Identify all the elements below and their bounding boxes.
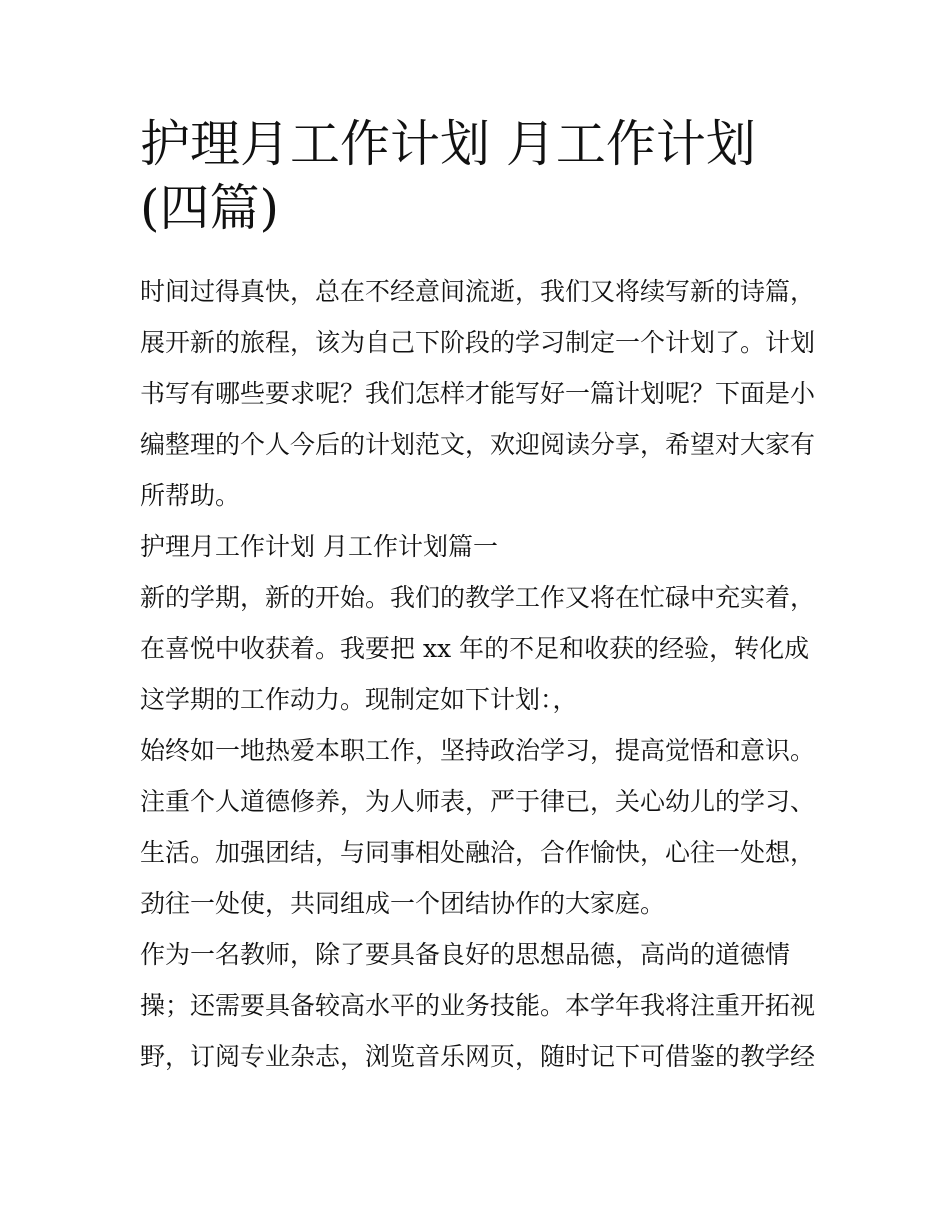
text-line: 编整理的个人今后的计划范文，欢迎阅读分享，希望对大家有	[140, 430, 816, 459]
intro-paragraph	[140, 266, 816, 521]
text-line: 新的学期，新的开始。我们的教学工作又将在忙碌中充实着，	[140, 583, 816, 612]
text-line: 所帮助。	[140, 481, 241, 510]
body-paragraph-2	[140, 725, 816, 929]
section-heading	[140, 521, 812, 572]
text-line: 始终如一地热爱本职工作，坚持政治学习，提高觉悟和意识。	[140, 736, 816, 765]
text-line: 书写有哪些要求呢？我们怎样才能写好一篇计划呢？下面是小	[140, 379, 816, 408]
document-title	[140, 112, 812, 240]
text-line: 注重个人道德修养，为人师表，严于律已，关心幼儿的学习、	[140, 787, 816, 816]
text-line: 在喜悦中收获着。我要把 xx 年的不足和收获的经验，转化成	[140, 634, 810, 663]
body-paragraph-1	[140, 572, 816, 725]
section-heading-text: 护理月工作计划 月工作计划篇一	[140, 532, 498, 561]
text-line: 野，订阅专业杂志，浏览音乐网页，随时记下可借鉴的教学经	[140, 1042, 816, 1071]
text-line: 操；还需要具备较高水平的业务技能。本学年我将注重开拓视	[140, 991, 816, 1020]
text-line: 这学期的工作动力。现制定如下计划：，	[140, 685, 578, 714]
text-line: 时间过得真快，总在不经意间流逝，我们又将续写新的诗篇，	[140, 277, 816, 306]
text-line: 劲往一处使，共同组成一个团结协作的大家庭。	[140, 889, 666, 918]
title-line-2: (四篇)	[140, 179, 280, 237]
text-line: 生活。加强团结，与同事相处融洽，合作愉快，心往一处想，	[140, 838, 816, 867]
document-page	[140, 112, 816, 1082]
title-line-1: 护理月工作计划 月工作计划	[140, 115, 756, 173]
text-line: 展开新的旅程，该为自己下阶段的学习制定一个计划了。计划	[140, 328, 816, 357]
text-line: 作为一名教师，除了要具备良好的思想品德，高尚的道德情	[140, 940, 791, 969]
body-paragraph-3	[140, 929, 816, 1082]
